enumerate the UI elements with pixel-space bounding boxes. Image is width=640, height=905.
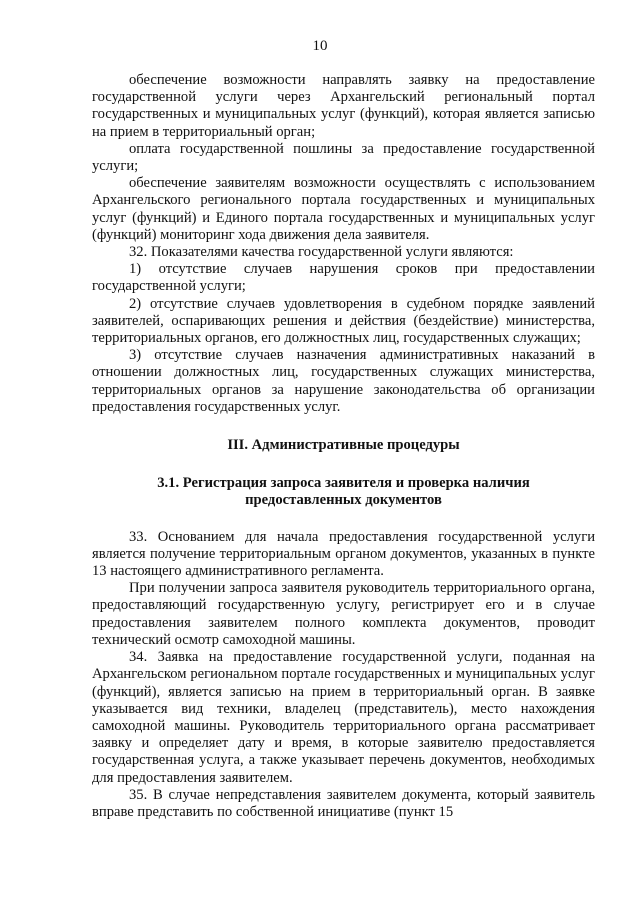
list-item: 1) отсутствие случаев нарушения сроков при предоставлении государственной услуги; (92, 261, 595, 295)
paragraph: обеспечение возможности направлять заявку на предоставление государственной услуги через Архангельский региональный портал государственных и муниципальных услуг (функций), которая является записью на прием в территориальный орган; (92, 72, 595, 140)
paragraph: 33. Основанием для начала предоставления государственной услуги является получение территориальным органом документов, указанных в пункте 13 настоящего административного регламента. (92, 528, 595, 580)
paragraph: оплата государственной пошлины за предоставление государственной услуги; (92, 140, 595, 175)
paragraph: обеспечение заявителям возможности осуществлять с использованием Архангельского регионального портала государственных и муниципальных услуг (функций) и Единого портала государственных и муниципальных услуг (функций) мониторинг хода движения дела заявителя. (92, 175, 595, 243)
list-item: 2) отсутствие случаев удовлетворения в судебном порядке заявлений заявителей, оспаривающих решения и действия (бездействие) министерства, территориальных органов, его должностных лиц, государственных служащих; (92, 295, 595, 347)
page-number: 10 (312, 38, 328, 54)
document-body (92, 72, 595, 821)
paragraph: При получении запроса заявителя руководитель территориального органа, предоставляющий государственную услугу, регистрирует его и в случае предоставления заявителем полного комплекта документов, проводит технический осмотр самоходной машины. (92, 580, 595, 648)
paragraph: 34. Заявка на предоставление государственной услуги, поданная на Архангельском региональном портале государственных и муниципальных услуг (функций), является записью на прием в территориальный орган. В заявке указывается вид техники, владелец (представитель), место нахождения самоходной машины. Руководитель территориального органа рассматривает заявку и определяет дату и время, в которые заявителю предоставляется государственная услуга, а также указывает перечень документов, необходимых для предоставления заявителем. (92, 649, 595, 786)
list-item: 3) отсутствие случаев назначения административных наказаний в отношении должностных лиц, государственных служащих министерства, территориальных органов за нарушение законодательства об организации предоставления государственных услуг. (92, 347, 595, 415)
section-heading: III. Административные процедуры (227, 437, 460, 454)
subsection-heading: 3.1. Регистрация запроса заявителя и проверка наличия предоставленных документов (157, 475, 530, 509)
paragraph: 32. Показателями качества государственной услуги являются: (129, 244, 514, 261)
paragraph: 35. В случае непредставления заявителем документа, который заявитель вправе представить по собственной инициативе (пункт 15 (92, 786, 595, 820)
